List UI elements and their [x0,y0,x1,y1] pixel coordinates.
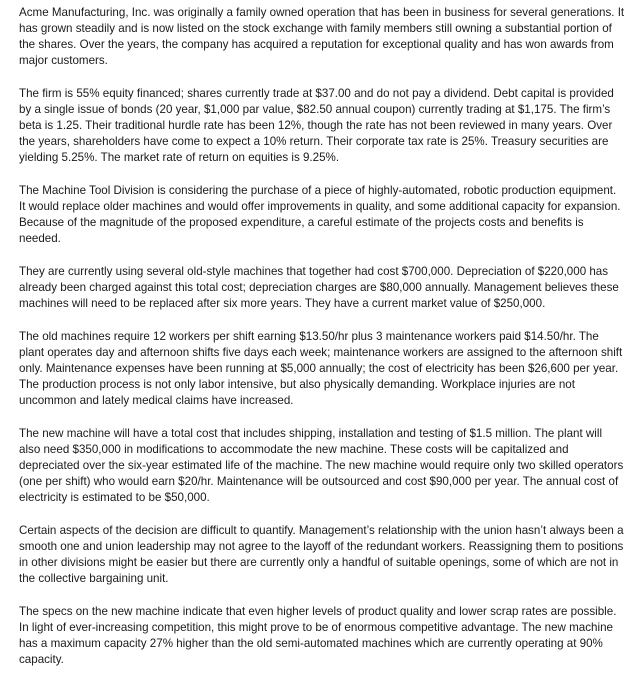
paragraph-quality-capacity: The specs on the new machine indicate that even higher levels of product quality and lower scrap rates are possible. In light of ever-increasing competition, this might prove to be of enormous competitive advantage. The new machine has a maximum capacity 27% higher than the old semi-automated machines which are currently operating at 90% capacity. [19,605,617,666]
paragraph-old-machines-cost: They are currently using several old-style machines that together had cost $700,000. Depreciation of $220,000 has already been charged against this total cost; depreciation charges are $80,000 annually. Management believes these machines will need to be replaced after six more years. They have a current market value of $250,000. [19,265,619,310]
paragraph-old-machines-labor: The old machines require 12 workers per shift earning $13.50/hr plus 3 maintenance workers paid $14.50/hr. The plant operates day and afternoon shifts five days each week; maintenance workers are assigned to the afternoon shift only. Maintenance expenses have been running at $5,000 annually; the cost of electricity has been $26,600 per year. The production process is not only labor intensive, but also physically demanding. Workplace injuries are not uncommon and lately medical claims have increased. [19,330,623,407]
paragraph-new-machine-cost: The new machine will have a total cost that includes shipping, installation and testing of $1.5 million. The plant will also need $350,000 in modifications to accommodate the new machine. These costs will be capitalized and depreciated over the six-year estimated life of the machine. The new machine would require only two skilled operators (one per shift) who would earn $20/hr. Maintenance will be outsourced and cost $90,000 per year. The annual cost of electricity is estimated to be $50,000. [19,427,624,504]
paragraph-machine-tool-division: The Machine Tool Division is considering the purchase of a piece of highly-automated, robotic production equipment. It would replace older machines and would offer improvements in quality, and some additional capacity for expansion. Because of the magnitude of the proposed expenditure, a careful estimate of the projects costs and benefits is needed. [19,184,621,245]
paragraph-capital-structure: The firm is 55% equity financed; shares currently trade at $37.00 and do not pay a dividend. Debt capital is provided by a single issue of bonds (20 year, $1,000 par value, $82.50 annual coupon) currently trading at $1,175. The firm’s beta is 1.25. Their traditional hurdle rate has been 12%, though the rate has not been reviewed in many years. Over the years, shareholders have come to expect a 10% return. Their corporate tax rate is 25%. Treasury securities are yielding 5.25%. The market rate of return on equities is 9.25%. [19,87,614,164]
paragraph-company-background: Acme Manufacturing, Inc. was originally a family owned operation that has been in business for several generations. It has grown steadily and is now listed on the stock exchange with family members still owning a substantial portion of the shares. Over the years, the company has acquired a reputation for exceptional quality and has won awards from major customers. [19,6,625,67]
paragraph-union-considerations: Certain aspects of the decision are difficult to quantify. Management’s relationship with the union hasn’t always been a smooth one and union leadership may not agree to the layoff of the redundant workers. Reassigning them to positions in other divisions might be easier but there are currently only a handful of suitable openings, some of which are not in the collective bargaining unit. [19,524,624,585]
